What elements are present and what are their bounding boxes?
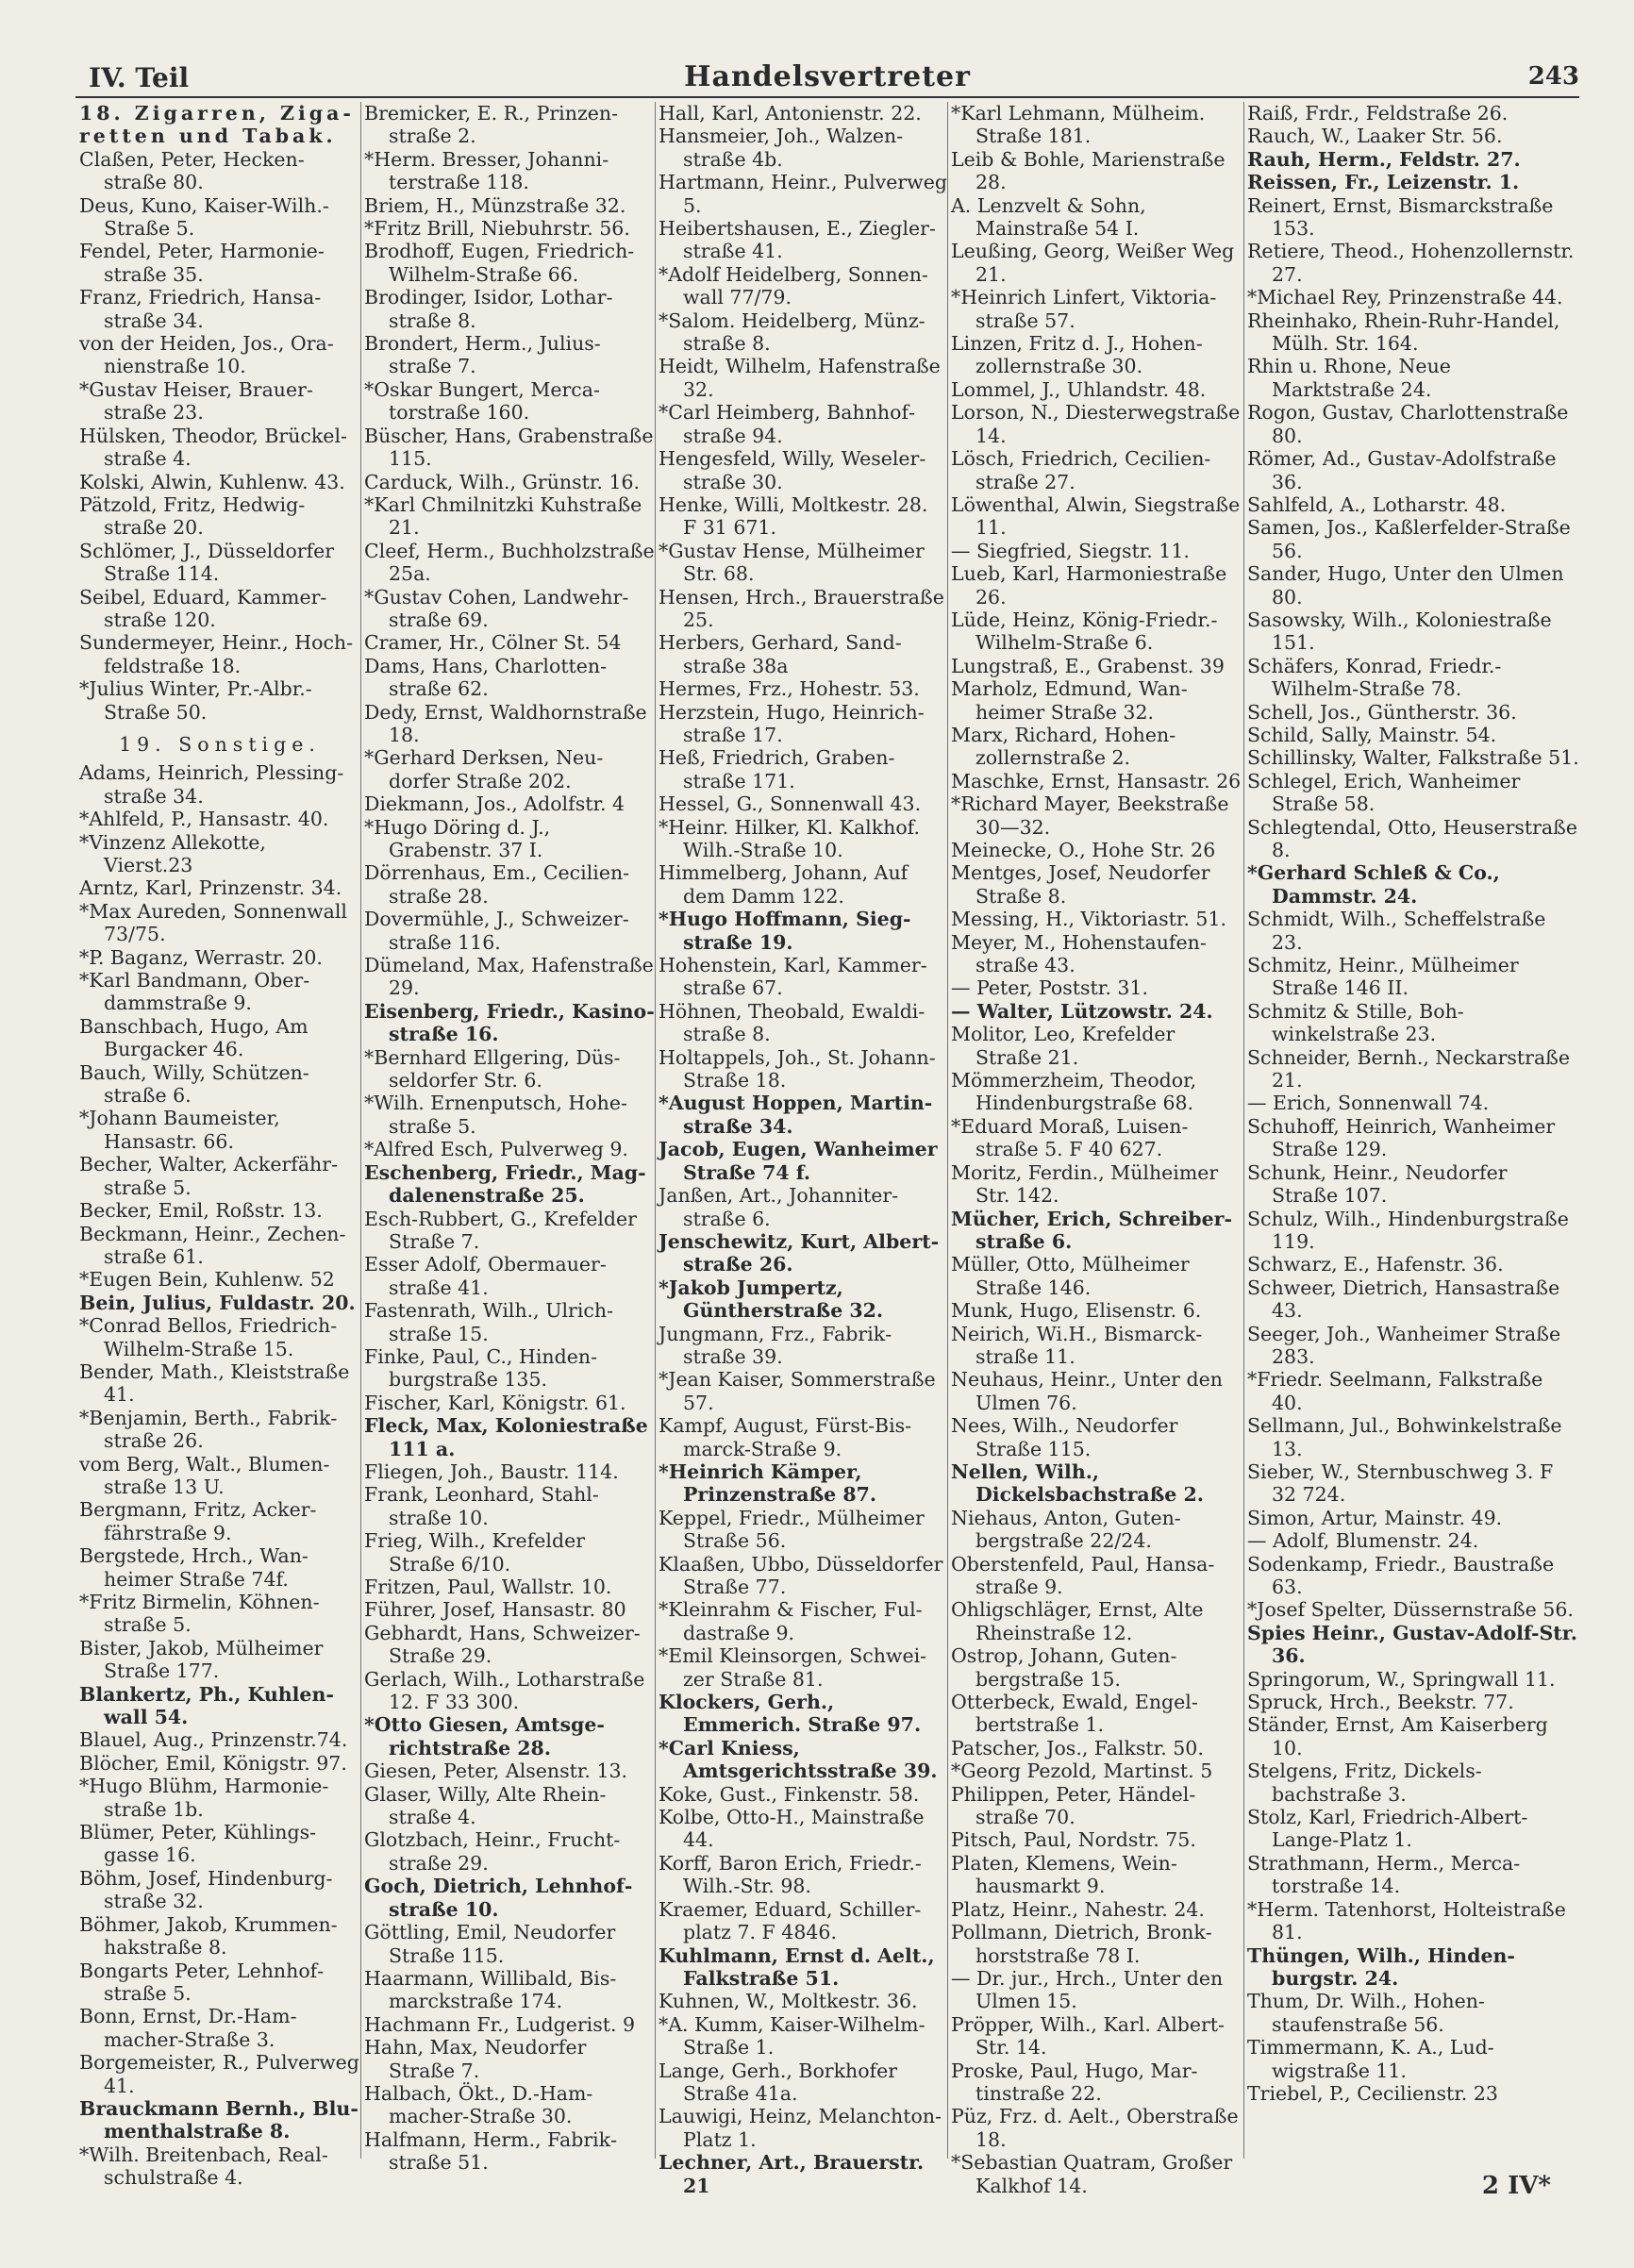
- directory-entry: Glotzbach, Heinr., Fruchtstraße 29.: [364, 1828, 621, 1875]
- directory-entry: Schulz, Wilh., Hindenburgstraße 119.: [1247, 1207, 1569, 1253]
- directory-entry: Eisenberg, Friedr., Kasinostraße 16.: [364, 999, 655, 1046]
- directory-entry: Blöcher, Emil, Königstr. 97.: [79, 1751, 347, 1775]
- directory-entry: Jungmann, Frz., Fabrikstraße 39.: [659, 1322, 892, 1368]
- directory-entry: Jacob, Eugen, Wanheimer Straße 74 f.: [659, 1138, 938, 1184]
- column-divider: [1243, 102, 1244, 2159]
- directory-entry: Oberstenfeld, Paul, Hansastraße 9.: [951, 1552, 1215, 1598]
- directory-entry: Franz, Friedrich, Hansastraße 34.: [79, 286, 322, 332]
- directory-entry: Ostrop, Johann, Gutenbergstraße 15.: [951, 1644, 1177, 1691]
- directory-entry: *A. Kumm, Kaiser-Wilhelm-Straße 1.: [659, 2012, 925, 2060]
- directory-entry: *Heinrich Linfert, Viktoriastraße 57.: [951, 286, 1217, 332]
- column-2: [360, 102, 655, 2175]
- directory-entry: Nellen, Wilh., Dickelsbachstraße 2.: [951, 1459, 1204, 1507]
- directory-entry: Philippen, Peter, Händelstraße 70.: [951, 1782, 1196, 1829]
- directory-entry: *Richard Mayer, Beekstraße 30—32.: [951, 792, 1229, 839]
- directory-entry: Lechner, Art., Brauerstr. 21: [659, 2151, 925, 2197]
- directory-entry: Lüde, Heinz, König-Friedr.-Wilhelm-Straße 6.: [951, 608, 1218, 655]
- directory-entry: *Emil Kleinsorgen, Schweizer Straße 81.: [659, 1644, 927, 1691]
- directory-entry: *Hugo Döring d. J., Grabenstr. 37 I.: [364, 815, 551, 861]
- directory-entry: — Walter, Lützowstr. 24.: [951, 999, 1213, 1023]
- directory-entry: Linzen, Fritz d. J., Hohenzollernstraße 30.: [951, 332, 1203, 378]
- directory-entry: Rheinhako, Rhein-Ruhr-Handel, Mülh. Str. 164.: [1247, 309, 1560, 356]
- directory-entry: Bongarts Peter, Lehnhofstraße 5.: [79, 1959, 325, 2005]
- directory-entry: Rhin u. Rhone, Neue Marktstraße 24.: [1247, 355, 1451, 401]
- directory-entry: Fastenrath, Wilh., Ulrichstraße 15.: [364, 1299, 614, 1345]
- directory-entry: Korff, Baron Erich, Friedr.-Wilh.-Str. 98.: [659, 1851, 922, 1898]
- directory-entry: *Hugo Blühm, Harmoniestraße 1b.: [79, 1775, 329, 1821]
- directory-entry: Schillinsky, Walter, Falkstraße 51.: [1247, 746, 1579, 770]
- directory-entry: Lungstraß, E., Grabenst. 39: [951, 654, 1225, 677]
- directory-entry: Hachmann Fr., Ludgerist. 9: [364, 2012, 636, 2036]
- directory-entry: *Josef Spelter, Düssernstraße 56.: [1247, 1598, 1574, 1622]
- section-label: IV. Teil: [89, 62, 190, 93]
- directory-entry: Hohenstein, Karl, Kammerstraße 67.: [659, 954, 927, 1000]
- column-divider: [947, 102, 948, 2159]
- directory-entry: Giesen, Peter, Alsenstr. 13.: [364, 1759, 628, 1783]
- directory-entry: Holtappels, Joh., St. Johann-Straße 18.: [659, 1045, 936, 1092]
- directory-entry: Dörrenhaus, Em., Cecilienstraße 28.: [364, 861, 630, 908]
- directory-entry: Rogon, Gustav, Charlottenstraße 80.: [1247, 401, 1569, 447]
- directory-entry: Püz, Frz. d. Aelt., Oberstraße 18.: [951, 2105, 1239, 2151]
- directory-entry: Marx, Richard, Hohenzollernstraße 2.: [951, 723, 1176, 770]
- directory-entry: *Jean Kaiser, Sommerstraße 57.: [659, 1368, 936, 1414]
- directory-entry: *Julius Winter, Pr.-Albr.-Straße 50.: [79, 677, 312, 724]
- directory-entry: Lueb, Karl, Harmoniestraße 26.: [951, 562, 1227, 609]
- directory-entry: von der Heiden, Jos., Oranienstraße 10.: [79, 332, 334, 378]
- directory-entry: Höhnen, Theobald, Ewaldistraße 8.: [659, 999, 925, 1046]
- directory-entry: *Jakob Jumpertz, Güntherstraße 32.: [659, 1276, 884, 1323]
- directory-entry: Meinecke, O., Hohe Str. 26: [951, 839, 1216, 861]
- directory-entry: *August Hoppen, Martinstraße 34.: [659, 1092, 933, 1138]
- directory-entry: Bister, Jakob, Mülheimer Straße 177.: [79, 1636, 324, 1683]
- directory-entry: Göttling, Emil, Neudorfer Straße 115.: [364, 1921, 616, 1967]
- directory-entry: *P. Baganz, Werrastr. 20.: [79, 945, 323, 969]
- directory-entry: Dovermühle, J., Schweizerstraße 116.: [364, 908, 629, 954]
- directory-entry: Molitor, Leo, Krefelder Straße 21.: [951, 1023, 1175, 1069]
- directory-entry: Spruck, Hrch., Beekstr. 77.: [1247, 1691, 1514, 1714]
- directory-entry: Messing, H., Viktoriastr. 51.: [951, 908, 1227, 931]
- page-title: Handelsvertreter: [684, 60, 971, 93]
- directory-entry: Becker, Emil, Roßstr. 13.: [79, 1199, 323, 1223]
- directory-entry: Moritz, Ferdin., Mülheimer Str. 142.: [951, 1160, 1219, 1208]
- directory-entry: Neirich, Wi.H., Bismarckstraße 11.: [951, 1322, 1203, 1368]
- directory-entry: *Fritz Birmelin, Köhnenstraße 5.: [79, 1591, 320, 1637]
- directory-entry: Mücher, Erich, Schreiberstraße 6.: [951, 1207, 1232, 1253]
- directory-entry: Schlegel, Erich, Wanheimer Straße 58.: [1247, 769, 1521, 816]
- directory-entry: Gerlach, Wilh., Lotharstraße 12. F 33 300.: [364, 1667, 645, 1714]
- directory-entry: Becher, Walter, Ackerfährstraße 5.: [79, 1153, 338, 1199]
- directory-entry: *Bernhard Ellgering, Düsseldorfer Str. 6.: [364, 1045, 621, 1092]
- directory-entry: Ohligschläger, Ernst, Alte Rheinstraße 12.: [951, 1598, 1204, 1644]
- directory-entry: *Carl Kniess, Amtsgerichtsstraße 39.: [659, 1736, 938, 1783]
- directory-entry: Carduck, Wilh., Grünstr. 16.: [364, 470, 641, 493]
- directory-entry: Heibertshausen, E., Zieglerstraße 41.: [659, 217, 936, 263]
- directory-entry: Hengesfeld, Willy, Weselerstraße 30.: [659, 447, 926, 493]
- directory-entry: Schäfers, Konrad, Friedr.-Wilhelm-Straße 78.: [1247, 654, 1502, 701]
- directory-entry: Spies Heinr., Gustav-Adolf-Str. 36.: [1247, 1621, 1577, 1668]
- directory-entry: Seibel, Eduard, Kammerstraße 120.: [79, 585, 327, 631]
- directory-entry: Frank, Leonhard, Stahlstraße 10.: [364, 1483, 599, 1529]
- directory-entry: Sundermeyer, Heinr., Hochfeldstraße 18.: [79, 631, 354, 677]
- directory-entry: Platz, Heinr., Nahestr. 24.: [951, 1897, 1205, 1921]
- directory-entry: Raiß, Frdr., Feldstraße 26.: [1247, 102, 1509, 125]
- directory-entry: Kuhnen, W., Moltkestr. 36.: [659, 1990, 918, 2013]
- directory-entry: Mömmerzheim, Theodor, Hindenburgstraße 68.: [951, 1069, 1197, 1115]
- page-number: 243: [1527, 62, 1579, 91]
- directory-entry: *Benjamin, Berth., Fabrikstraße 26.: [79, 1406, 338, 1453]
- directory-entry: Bremicker, E. R., Prinzenstraße 2.: [364, 102, 619, 148]
- directory-entry: Schwarz, E., Hafenstr. 36.: [1247, 1253, 1504, 1276]
- directory-entry: Brodhoff, Eugen, Friedrich-Wilhelm-Straße 66.: [364, 240, 635, 286]
- directory-entry: — Dr. jur., Hrch., Unter den Ulmen 15.: [951, 1966, 1224, 2013]
- directory-entry: Reissen, Fr., Leizenstr. 1.: [1247, 171, 1520, 194]
- directory-entry: Lösch, Friedrich, Cecilienstraße 27.: [951, 447, 1211, 493]
- directory-entry: Adams, Heinrich, Plessingstraße 34.: [79, 761, 344, 808]
- page-header: [75, 57, 1579, 94]
- directory-entry: — Erich, Sonnenwall 74.: [1247, 1092, 1490, 1115]
- directory-entry: Hahn, Max, Neudorfer Straße 7.: [364, 2036, 587, 2082]
- directory-entry: Fischer, Karl, Königstr. 61.: [364, 1391, 626, 1414]
- directory-entry: Halbach, Ökt., D.-Hammacher-Straße 30.: [364, 2081, 593, 2128]
- directory-entry: Sahlfeld, A., Lotharstr. 48.: [1247, 492, 1507, 516]
- directory-entry: Klockers, Gerh., Emmerich. Straße 97.: [659, 1691, 922, 1737]
- directory-entry: Brondert, Herm., Juliusstraße 7.: [364, 332, 601, 378]
- directory-entry: Maschke, Ernst, Hansastr. 26: [951, 769, 1242, 792]
- directory-entry: *Karl Lehmann, Mülheim. Straße 181.: [951, 102, 1206, 148]
- directory-entry: Müller, Otto, Mülheimer Straße 146.: [951, 1253, 1190, 1299]
- directory-entry: Koke, Gust., Finkenstr. 58.: [659, 1782, 920, 1806]
- directory-entry: *Wilh. Breitenbach, Realschulstraße 4.: [79, 2143, 328, 2190]
- directory-entry: Pitsch, Paul, Nordstr. 75.: [951, 1828, 1196, 1852]
- directory-entry: *Eduard Moraß, Luisenstraße 5. F 40 627.: [951, 1114, 1189, 1161]
- directory-entry: Lommel, J., Uhlandstr. 48.: [951, 377, 1207, 401]
- directory-entry: Keppel, Friedr., Mülheimer Straße 56.: [659, 1506, 925, 1553]
- directory-entry: Schmitz & Stille, Bohwinkelstraße 23.: [1247, 999, 1464, 1046]
- directory-entry: Neuhaus, Heinr., Unter den Ulmen 76.: [951, 1368, 1223, 1414]
- directory-entry: Stolz, Karl, Friedrich-Albert-Lange-Platz 1.: [1247, 1806, 1528, 1852]
- directory-entry: Herzstein, Hugo, Heinrichstraße 17.: [659, 700, 925, 746]
- directory-entry: *Gustav Hense, Mülheimer Str. 68.: [659, 539, 925, 586]
- directory-entry: Blankertz, Ph., Kuhlenwall 54.: [79, 1682, 334, 1729]
- directory-entry: — Adolf, Blumenstr. 24.: [1247, 1529, 1479, 1553]
- directory-entry: Schlegtendal, Otto, Heuserstraße 8.: [1247, 815, 1577, 861]
- directory-entry: Himmelberg, Johann, Auf dem Damm 122.: [659, 861, 909, 908]
- directory-entry: Lange, Gerh., Borkhofer Straße 41a.: [659, 2059, 898, 2105]
- directory-entry: Triebel, P., Cecilienstr. 23: [1247, 2081, 1498, 2105]
- directory-entry: *Gustav Cohen, Landwehrstraße 69.: [364, 585, 629, 631]
- directory-entry: Kampf, August, Fürst-Bismarck-Straße 9.: [659, 1414, 912, 1460]
- directory-entry: *Georg Pezold, Martinst. 5: [951, 1759, 1213, 1783]
- directory-entry: Blümer, Peter, Kühlingsgasse 16.: [79, 1821, 317, 1867]
- directory-entry: Timmermann, K. A., Ludwigstraße 11.: [1247, 2036, 1494, 2082]
- directory-entry: *Vinzenz Allekotte, Vierst.23: [79, 830, 266, 876]
- directory-entry: Schmidt, Wilh., Scheffelstraße 23.: [1247, 908, 1546, 954]
- directory-entry: Otterbeck, Ewald, Engelbertstraße 1.: [951, 1691, 1198, 1737]
- directory-entry: Eschenberg, Friedr., Magdalenenstraße 25.: [364, 1160, 646, 1208]
- directory-entry: Schuhoff, Heinrich, Wanheimer Straße 129.: [1247, 1114, 1556, 1161]
- directory-entry: *Heinr. Hilker, Kl. Kalkhof. Wilh.-Straße 10.: [659, 815, 921, 861]
- directory-entry: *Gustav Heiser, Brauerstraße 23.: [79, 377, 313, 425]
- directory-entry: Frieg, Wilh., Krefelder Straße 6/10.: [364, 1529, 586, 1576]
- directory-entry: Munk, Hugo, Elisenstr. 6.: [951, 1299, 1202, 1323]
- directory-entry: Seeger, Joh., Wanheimer Straße 283.: [1247, 1322, 1561, 1368]
- directory-entry: Jenschewitz, Kurt, Albertstraße 26.: [659, 1229, 940, 1276]
- directory-entry: Nees, Wilh., Neudorfer Straße 115.: [951, 1414, 1178, 1460]
- directory-entry: Schweer, Dietrich, Hansastraße 43.: [1247, 1276, 1560, 1323]
- directory-entry: Sieber, W., Sternbuschweg 3. F 32 724.: [1247, 1459, 1554, 1507]
- directory-entry: *Gerhard Derksen, Neudorfer Straße 202.: [364, 746, 604, 792]
- column-divider: [360, 102, 361, 2159]
- directory-entry: Bein, Julius, Fuldastr. 20.: [79, 1291, 356, 1314]
- directory-entry: Heidt, Wilhelm, Hafenstraße 32.: [659, 355, 941, 401]
- section-heading: 19. Sonstige.: [119, 732, 321, 756]
- directory-entry: Bender, Math., Kleiststraße 41.: [79, 1359, 350, 1407]
- directory-entry: Finke, Paul, C., Hindenburgstraße 135.: [364, 1344, 597, 1392]
- directory-entry: Samen, Jos., Kaßlerfelder-Straße 56.: [1247, 516, 1571, 562]
- directory-entry: Springorum, W., Springwall 11.: [1247, 1667, 1556, 1691]
- directory-entry: Pätzold, Fritz, Hedwigstraße 20.: [79, 492, 306, 540]
- directory-entry: *Otto Giesen, Amtsgerichtstraße 28.: [364, 1713, 605, 1759]
- directory-entry: Fleck, Max, Koloniestraße 111 a.: [364, 1414, 648, 1460]
- directory-entry: Platen, Klemens, Weinhausmarkt 9.: [951, 1851, 1177, 1898]
- directory-entry: Sasowsky, Wilh., Koloniestraße 151.: [1247, 608, 1552, 655]
- directory-entry: Bergmann, Fritz, Ackerfährstraße 9.: [79, 1498, 317, 1544]
- directory-entry: Hermes, Frz., Hohestr. 53.: [659, 677, 920, 701]
- directory-entry: Hülsken, Theodor, Brückelstraße 4.: [79, 424, 347, 471]
- directory-entry: Hensen, Hrch., Brauerstraße 25.: [659, 585, 944, 631]
- directory-entry: Bonn, Ernst, Dr.-Hammacher-Straße 3.: [79, 2005, 297, 2051]
- directory-entry: *Oskar Bungert, Mercatorstraße 160.: [364, 377, 600, 425]
- directory-entry: Deus, Kuno, Kaiser-Wilh.-Straße 5.: [79, 193, 329, 241]
- directory-entry: *Carl Heimberg, Bahnhofstraße 94.: [659, 401, 916, 447]
- directory-entry: Kuhlmann, Ernst d. Aelt., Falkstraße 51.: [659, 1943, 935, 1990]
- directory-entry: Halfmann, Herm., Fabrikstraße 51.: [364, 2127, 618, 2175]
- directory-entry: Thüngen, Wilh., Hindenburgstr. 24.: [1247, 1943, 1515, 1990]
- directory-entry: Claßen, Peter, Heckenstraße 80.: [79, 147, 305, 194]
- directory-entry: *Fritz Brill, Niebuhrstr. 56.: [364, 217, 630, 241]
- column-3: [655, 102, 947, 2197]
- directory-entry: *Herm. Tatenhorst, Holteistraße 81.: [1247, 1897, 1566, 1944]
- directory-entry: Führer, Josef, Hansastr. 80: [364, 1598, 626, 1622]
- directory-entry: *Conrad Bellos, Friedrich-Wilhelm-Straße 15.: [79, 1314, 338, 1360]
- directory-entry: Simon, Artur, Mainstr. 49.: [1247, 1506, 1503, 1529]
- directory-entry: Cleef, Herm., Buchholzstraße 25a.: [364, 539, 655, 586]
- directory-entry: Fliegen, Joh., Baustr. 114.: [364, 1459, 619, 1483]
- directory-entry: Schell, Jos., Güntherstr. 36.: [1247, 700, 1517, 724]
- column-divider: [655, 102, 656, 2159]
- directory-entry: Klaaßen, Ubbo, Düsseldorfer Straße 77.: [659, 1552, 943, 1598]
- directory-entry: Patscher, Jos., Falkstr. 50.: [951, 1736, 1204, 1759]
- directory-entry: *Alfred Esch, Pulverweg 9.: [364, 1138, 628, 1161]
- directory-entry: *Wilh. Ernenputsch, Hohestraße 5.: [364, 1092, 627, 1138]
- directory-entry: *Eugen Bein, Kuhlenw. 52: [79, 1268, 335, 1292]
- column-4: [947, 102, 1243, 2197]
- directory-entry: *Adolf Heidelberg, Sonnenwall 77/79.: [659, 262, 928, 309]
- column-5: [1243, 102, 1579, 2159]
- directory-entry: Banschbach, Hugo, Am Burgacker 46.: [79, 1014, 308, 1061]
- column-1: [75, 102, 360, 2190]
- directory-entry: Kolbe, Otto-H., Mainstraße 44.: [659, 1806, 925, 1852]
- directory-entry: Lauwigi, Heinz, Melanchton-Platz 1.: [659, 2105, 942, 2151]
- directory-entry: *Sebastian Quatram, Großer Kalkhof 14.: [951, 2151, 1233, 2197]
- directory-entry: Fritzen, Paul, Wallstr. 10.: [364, 1576, 612, 1598]
- directory-entry: Glaser, Willy, Alte Rheinstraße 4.: [364, 1782, 607, 1829]
- directory-entry: *Ahlfeld, P., Hansastr. 40.: [79, 808, 329, 831]
- directory-entry: Böhm, Josef, Hindenburgstraße 32.: [79, 1866, 333, 1913]
- directory-entry: Strathmann, Herm., Mercatorstraße 14.: [1247, 1851, 1521, 1898]
- header-rule: [75, 96, 1579, 98]
- directory-entry: Ständer, Ernst, Am Kaiserberg 10.: [1247, 1713, 1548, 1759]
- directory-entry: Römer, Ad., Gustav-Adolfstraße 36.: [1247, 447, 1557, 493]
- directory-entry: Meyer, M., Hohenstaufenstraße 43.: [951, 930, 1207, 977]
- directory-entry: Böhmer, Jakob, Krummenhakstraße 8.: [79, 1912, 338, 1959]
- directory-entry: *Gerhard Schleß & Co., Dammstr. 24.: [1247, 861, 1500, 908]
- directory-entry: Sodenkamp, Friedr., Baustraße 63.: [1247, 1552, 1555, 1598]
- directory-entry: Dedy, Ernst, Waldhornstraße 18.: [364, 700, 647, 746]
- directory-entry: Rauch, W., Laaker Str. 56.: [1247, 125, 1503, 148]
- directory-entry: Briem, H., Münzstraße 32.: [364, 193, 626, 217]
- directory-entry: Heß, Friedrich, Grabenstraße 171.: [659, 746, 895, 792]
- directory-entry: Goch, Dietrich, Lehnhofstraße 10.: [364, 1875, 633, 1921]
- directory-entry: *Herm. Bresser, Johanniterstraße 118.: [364, 147, 609, 194]
- directory-entry: — Siegfried, Siegstr. 11.: [951, 539, 1190, 562]
- directory-entry: Bauch, Willy, Schützenstraße 6.: [79, 1060, 309, 1108]
- directory-entry: *Michael Rey, Prinzenstraße 44.: [1247, 286, 1563, 309]
- directory-entry: Reinert, Ernst, Bismarckstraße 153.: [1247, 193, 1554, 241]
- directory-entry: Stelgens, Fritz, Dickelsbachstraße 3.: [1247, 1759, 1482, 1806]
- directory-entry: Esch-Rubbert, G., Krefelder Straße 7.: [364, 1207, 637, 1253]
- directory-entry: Thum, Dr. Wilh., Hohenstaufenstraße 56.: [1247, 1990, 1485, 2036]
- directory-entry: Dams, Hans, Charlottenstraße 62.: [364, 654, 608, 701]
- directory-entry: Kraemer, Eduard, Schillerplatz 7. F 4846.: [659, 1897, 922, 1944]
- directory-entry: *Karl Chmilnitzki Kuhstraße 21.: [364, 492, 642, 540]
- directory-entry: Gebhardt, Hans, Schweizer-Straße 29.: [364, 1621, 641, 1668]
- directory-entry: Kolski, Alwin, Kuhlenw. 43.: [79, 470, 345, 493]
- directory-entry: Dümeland, Max, Hafenstraße 29.: [364, 954, 654, 1000]
- directory-entry: Esser Adolf, Obermauerstraße 41.: [364, 1253, 607, 1299]
- directory-entry: Büscher, Hans, Grabenstraße 115.: [364, 424, 654, 471]
- directory-entry: Leußing, Georg, Weißer Weg 21.: [951, 240, 1235, 286]
- directory-entry: Hansmeier, Joh., Walzenstraße 4b.: [659, 125, 904, 171]
- directory-entry: Brauckmann Bernh., Blumenthalstraße 8.: [79, 2096, 358, 2143]
- directory-entry: Hessel, G., Sonnenwall 43.: [659, 792, 922, 816]
- directory-entry: Hall, Karl, Antonienstr. 22.: [659, 102, 922, 125]
- directory-entry: Niehaus, Anton, Gutenbergstraße 22/24.: [951, 1506, 1181, 1553]
- directory-entry: Löwenthal, Alwin, Siegstraße 11.: [951, 492, 1241, 540]
- directory-entry: Mentges, Josef, Neudorfer Straße 8.: [951, 861, 1210, 908]
- directory-entry: Schunk, Heinr., Neudorfer Straße 107.: [1247, 1160, 1508, 1208]
- directory-entry: A. Lenzvelt & Sohn, Mainstraße 54 I.: [951, 193, 1146, 241]
- directory-entry: Schmitz, Heinr., Mülheimer Straße 146 II.: [1247, 954, 1519, 1000]
- directory-entry: Bergstede, Hrch., Wanheimer Straße 74f.: [79, 1544, 308, 1591]
- directory-entry: Cramer, Hr., Cölner St. 54: [364, 631, 622, 655]
- directory-entry: Beckmann, Heinr., Zechenstraße 61.: [79, 1222, 346, 1268]
- directory-entry: *Max Aureden, Sonnenwall 73/75.: [79, 899, 347, 946]
- directory-entry: Haarmann, Willibald, Bismarckstraße 174.: [364, 1966, 617, 2013]
- directory-entry: Brodinger, Isidor, Lotharstraße 8.: [364, 286, 613, 332]
- directory-entry: Pollmann, Dietrich, Bronkhorststraße 78 I.: [951, 1921, 1212, 1967]
- directory-entry: Borgemeister, R., Pulverweg 41.: [79, 2051, 359, 2097]
- directory-entry: *Hugo Hoffmann, Siegstraße 19.: [659, 908, 911, 954]
- directory-entry: Blauel, Aug., Prinzenstr.74.: [79, 1728, 348, 1752]
- directory-entry: Retiere, Theod., Hohenzollernstr. 27.: [1247, 240, 1575, 286]
- directory-entry: Pröpper, Wilh., Karl. Albert-Str. 14.: [951, 2012, 1225, 2060]
- directory-entry: *Friedr. Seelmann, Falkstraße 40.: [1247, 1368, 1543, 1414]
- directory-entry: Rauh, Herm., Feldstr. 27.: [1247, 147, 1521, 171]
- directory-entry: Proske, Paul, Hugo, Martinstraße 22.: [951, 2059, 1198, 2105]
- directory-entry: Leib & Bohle, Marienstraße 28.: [951, 147, 1226, 194]
- directory-entry: — Peter, Poststr. 31.: [951, 976, 1148, 1000]
- directory-entry: *Heinrich Kämper, Prinzenstraße 87.: [659, 1459, 877, 1507]
- directory-entry: Marholz, Edmund, Wanheimer Straße 32.: [951, 677, 1188, 724]
- directory-entry: Arntz, Karl, Prinzenstr. 34.: [79, 876, 342, 900]
- directory-entry: Hartmann, Heinr., Pulverweg 5.: [659, 171, 947, 217]
- section-heading: 18. Zigarren, Zigaretten und Tabak.: [79, 102, 351, 148]
- directory-entry: *Salom. Heidelberg, Münzstraße 8.: [659, 309, 925, 356]
- directory-entry: Herbers, Gerhard, Sandstraße 38a: [659, 631, 902, 677]
- directory-entry: Schneider, Bernh., Neckarstraße 21.: [1247, 1045, 1571, 1092]
- directory-entry: Sellmann, Jul., Bohwinkelstraße 13.: [1247, 1414, 1562, 1460]
- directory-entry: *Kleinrahm & Fischer, Fuldastraße 9.: [659, 1598, 923, 1644]
- directory-entry: Schild, Sally, Mainstr. 54.: [1247, 723, 1497, 746]
- directory-entry: Fendel, Peter, Harmoniestraße 35.: [79, 240, 325, 286]
- directory-entry: vom Berg, Walt., Blumenstraße 13 U.: [79, 1452, 330, 1498]
- directory-entry: Diekmann, Jos., Adolfstr. 4: [364, 792, 625, 816]
- directory-entry: Henke, Willi, Moltkestr. 28. F 31 671.: [659, 492, 928, 540]
- signature-mark: 2 IV*: [1481, 2172, 1551, 2200]
- directory-entry: Janßen, Art., Johanniterstraße 6.: [659, 1184, 899, 1230]
- directory-entry: *Karl Bandmann, Oberdammstraße 9.: [79, 969, 310, 1015]
- directory-entry: Schlömer, J., Düsseldorfer Straße 114.: [79, 539, 335, 586]
- directory-entry: Sander, Hugo, Unter den Ulmen 80.: [1247, 562, 1564, 609]
- directory-entry: *Johann Baumeister, Hansastr. 66.: [79, 1107, 280, 1153]
- directory-entry: Lorson, N., Diesterwegstraße 14.: [951, 401, 1241, 447]
